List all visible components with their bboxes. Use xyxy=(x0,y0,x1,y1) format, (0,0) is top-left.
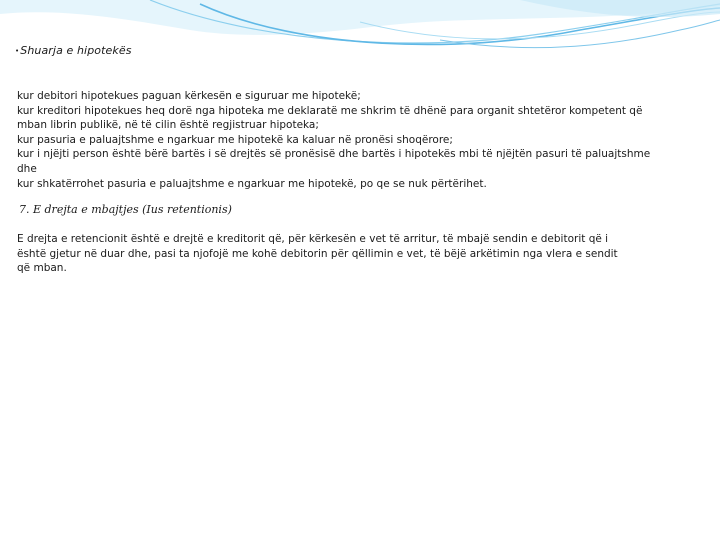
bullet-dot-icon: • xyxy=(15,47,20,55)
retention-paragraph: E drejta e retencionit është e drejtë e kreditorit që, për kërkesën e vet të arritur, të mbajë sendin e debitorit që i është gjetur në duar dhe, pasi ta njofojë me kohë debitorin për qëllimin e vet, të bëjë arkëtimin nga vlera e sendit që mban. xyxy=(17,233,618,274)
heading-text: Shuarja e hipotekës xyxy=(20,44,132,57)
decorative-wave xyxy=(0,0,720,80)
slide-heading xyxy=(15,44,132,57)
extinction-conditions-list xyxy=(17,89,657,191)
list-item: kur i njëjti person është bërë bartës i së drejtës së pronësisë dhe bartës i hipotekës mbi të njëjtën pasuri të paluajtshme dhe xyxy=(17,148,651,175)
section-title: 7. E drejta e mbajtjes (Ius retentionis) xyxy=(19,203,232,216)
list-item: kur shkatërrohet pasuria e paluajtshme e ngarkuar me hipotekë, po qe se nuk përtërihet. xyxy=(17,177,487,190)
list-item: kur kreditori hipotekues heq dorë nga hipoteka me deklaratë me shkrim të dhënë para organit shtetëror kompetent që mban librin publikë, në të cilin është regjistruar hipoteka; xyxy=(17,104,643,132)
list-item: kur debitori hipotekues paguan kërkesën e siguruar me hipotekë; xyxy=(17,90,361,102)
list-item: kur pasuria e paluajtshme e ngarkuar me hipotekë ka kaluar në pronësi shoqërore; xyxy=(17,133,453,146)
